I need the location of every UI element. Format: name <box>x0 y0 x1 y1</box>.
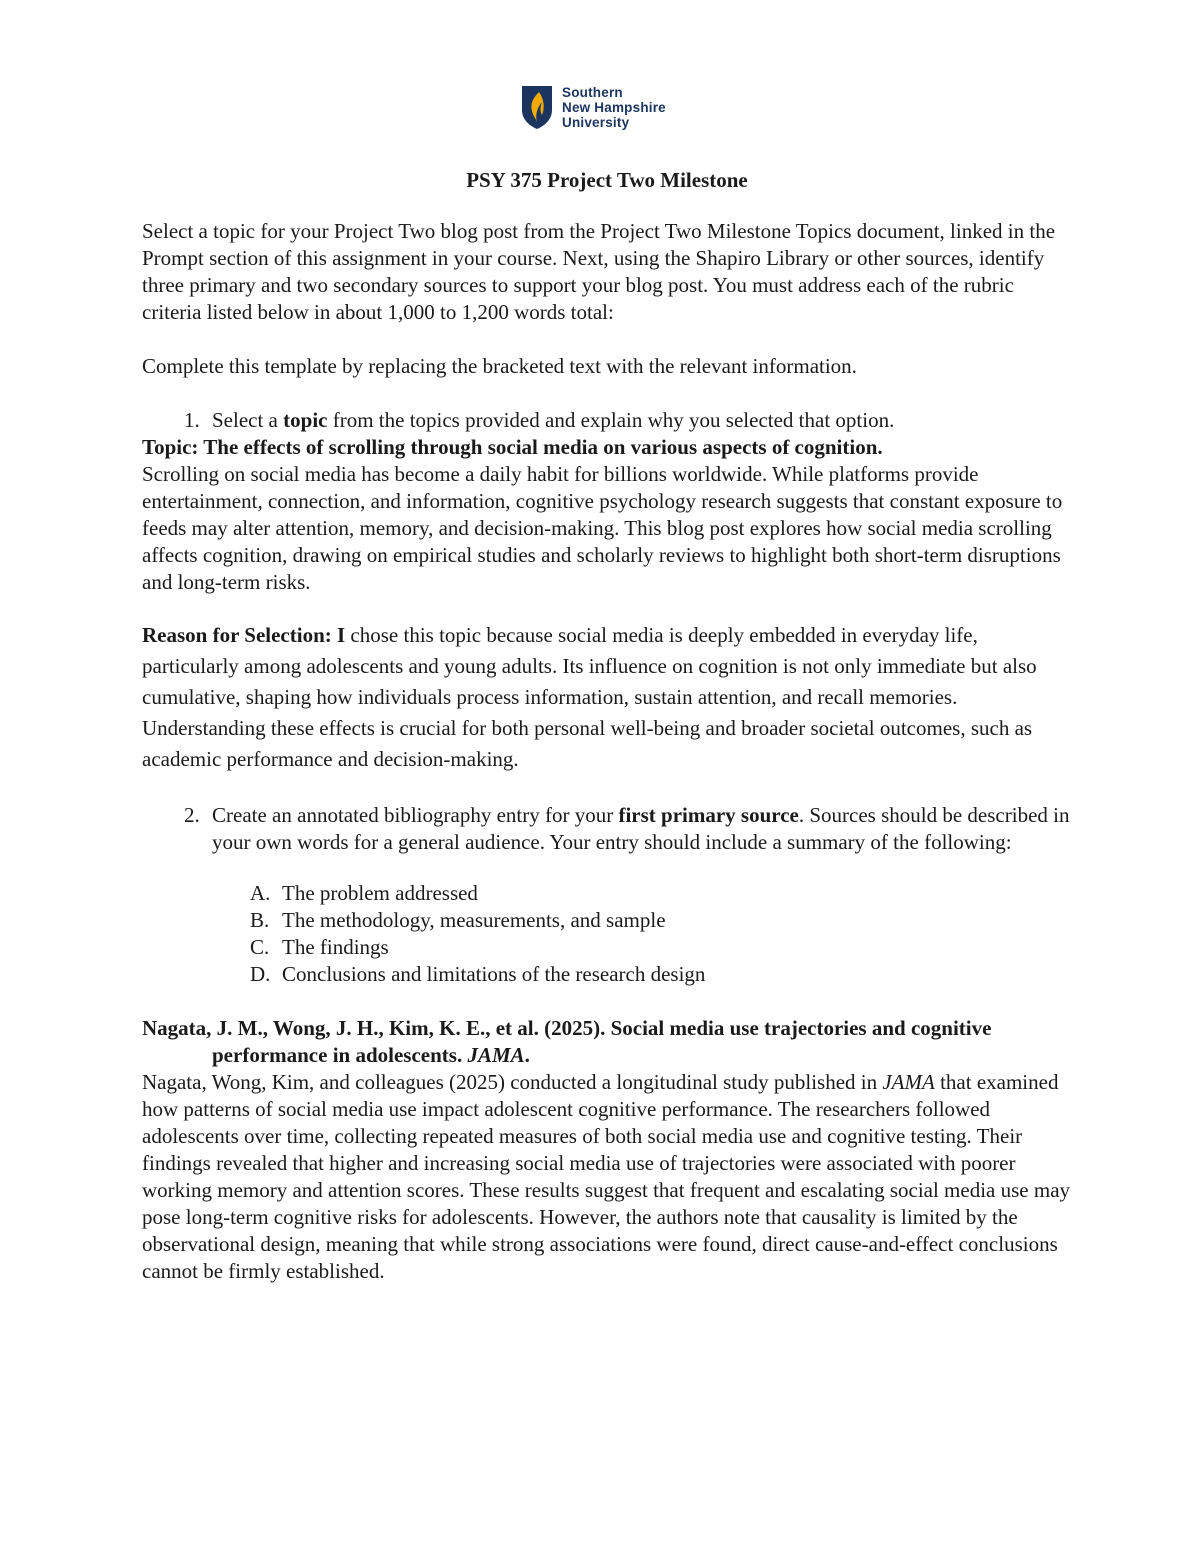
document-title: PSY 375 Project Two Milestone <box>466 168 748 192</box>
logo-line-2: New Hampshire <box>562 99 666 115</box>
item-text: Create an annotated bibliography entry for your first primary source. Sources should be described in your own words for a general audience. Your entry should include a summary of the following: <box>212 803 1070 854</box>
reason-label: Reason for Selection: I <box>142 623 346 647</box>
template-instruction: Complete this template by replacing the bracketed text with the relevant information. <box>142 354 857 378</box>
logo-wordmark <box>562 85 666 130</box>
item-number: 1. <box>184 408 200 432</box>
topic-label: Topic: The effects of scrolling through social media on various aspects of cognition. <box>142 435 883 459</box>
reason-body: chose this topic because social media is deeply embedded in everyday life, particularly among adolescents and young adults. Its influence on cognition is not only immediate but also cumulative, shaping how individuals process information, sustain attention, and recall memories. Understanding these effects is crucial for both personal well-being and broader societal outcomes, such as academic performance and decision-making. <box>142 623 1037 771</box>
annotation-paragraph: Nagata, Wong, Kim, and colleagues (2025) conducted a longitudinal study published in JAMA that examined how patterns of social media use impact adolescent cognitive performance. The researchers followed adolescents over time, collecting repeated measures of both social media use and cognitive testing. Their findings revealed that higher and increasing social media use of trajectories were associated with poorer working memory and attention scores. These results suggest that frequent and escalating social media use may pose long-term cognitive risks for adolescents. However, the authors note that causality is limited by the observational design, meaning that while strong associations were found, direct cause-and-effect conclusions cannot be firmly established. <box>142 1070 1071 1283</box>
topic-body: Scrolling on social media has become a daily habit for billions worldwide. While platforms provide entertainment, connection, and information, cognitive psychology research suggests that constant exposure to feeds may alter attention, memory, and decision-making. This blog post explores how social media scrolling affects cognition, drawing on empirical studies and scholarly reviews to highlight both short-term disruptions and long-term risks. <box>142 462 1063 594</box>
list-item: B. The methodology, measurements, and sample <box>250 908 666 932</box>
list-item: C. The findings <box>250 935 389 959</box>
intro-paragraph: Select a topic for your Project Two blog post from the Project Two Milestone Topics document, linked in the Prompt section of this assignment in your course. Next, using the Shapiro Library or other sources, identify three primary and two secondary sources to support your blog post. You must address each of the rubric criteria listed below in about 1,000 to 1,200 words total: <box>142 219 1056 324</box>
numbered-item-1 <box>142 407 1072 434</box>
logo-line-3: University <box>562 114 630 130</box>
document-body <box>142 166 1072 1285</box>
item-text: Select a topic from the topics provided and explain why you selected that option. <box>212 408 895 432</box>
university-logo <box>520 84 666 130</box>
numbered-item-2 <box>142 802 1072 856</box>
reason-paragraph <box>142 620 1072 775</box>
list-item: D. Conclusions and limitations of the research design <box>250 962 706 986</box>
list-item: A. The problem addressed <box>250 881 478 905</box>
criteria-list <box>142 880 1072 988</box>
logo-line-1: Southern <box>562 84 623 100</box>
bibliography-citation: Nagata, J. M., Wong, J. H., Kim, K. E., et al. (2025). Social media use trajectories and cognitive performance in adolescents. JAMA. <box>142 1016 992 1067</box>
item-number: 2. <box>184 803 200 827</box>
shield-icon <box>520 84 554 130</box>
